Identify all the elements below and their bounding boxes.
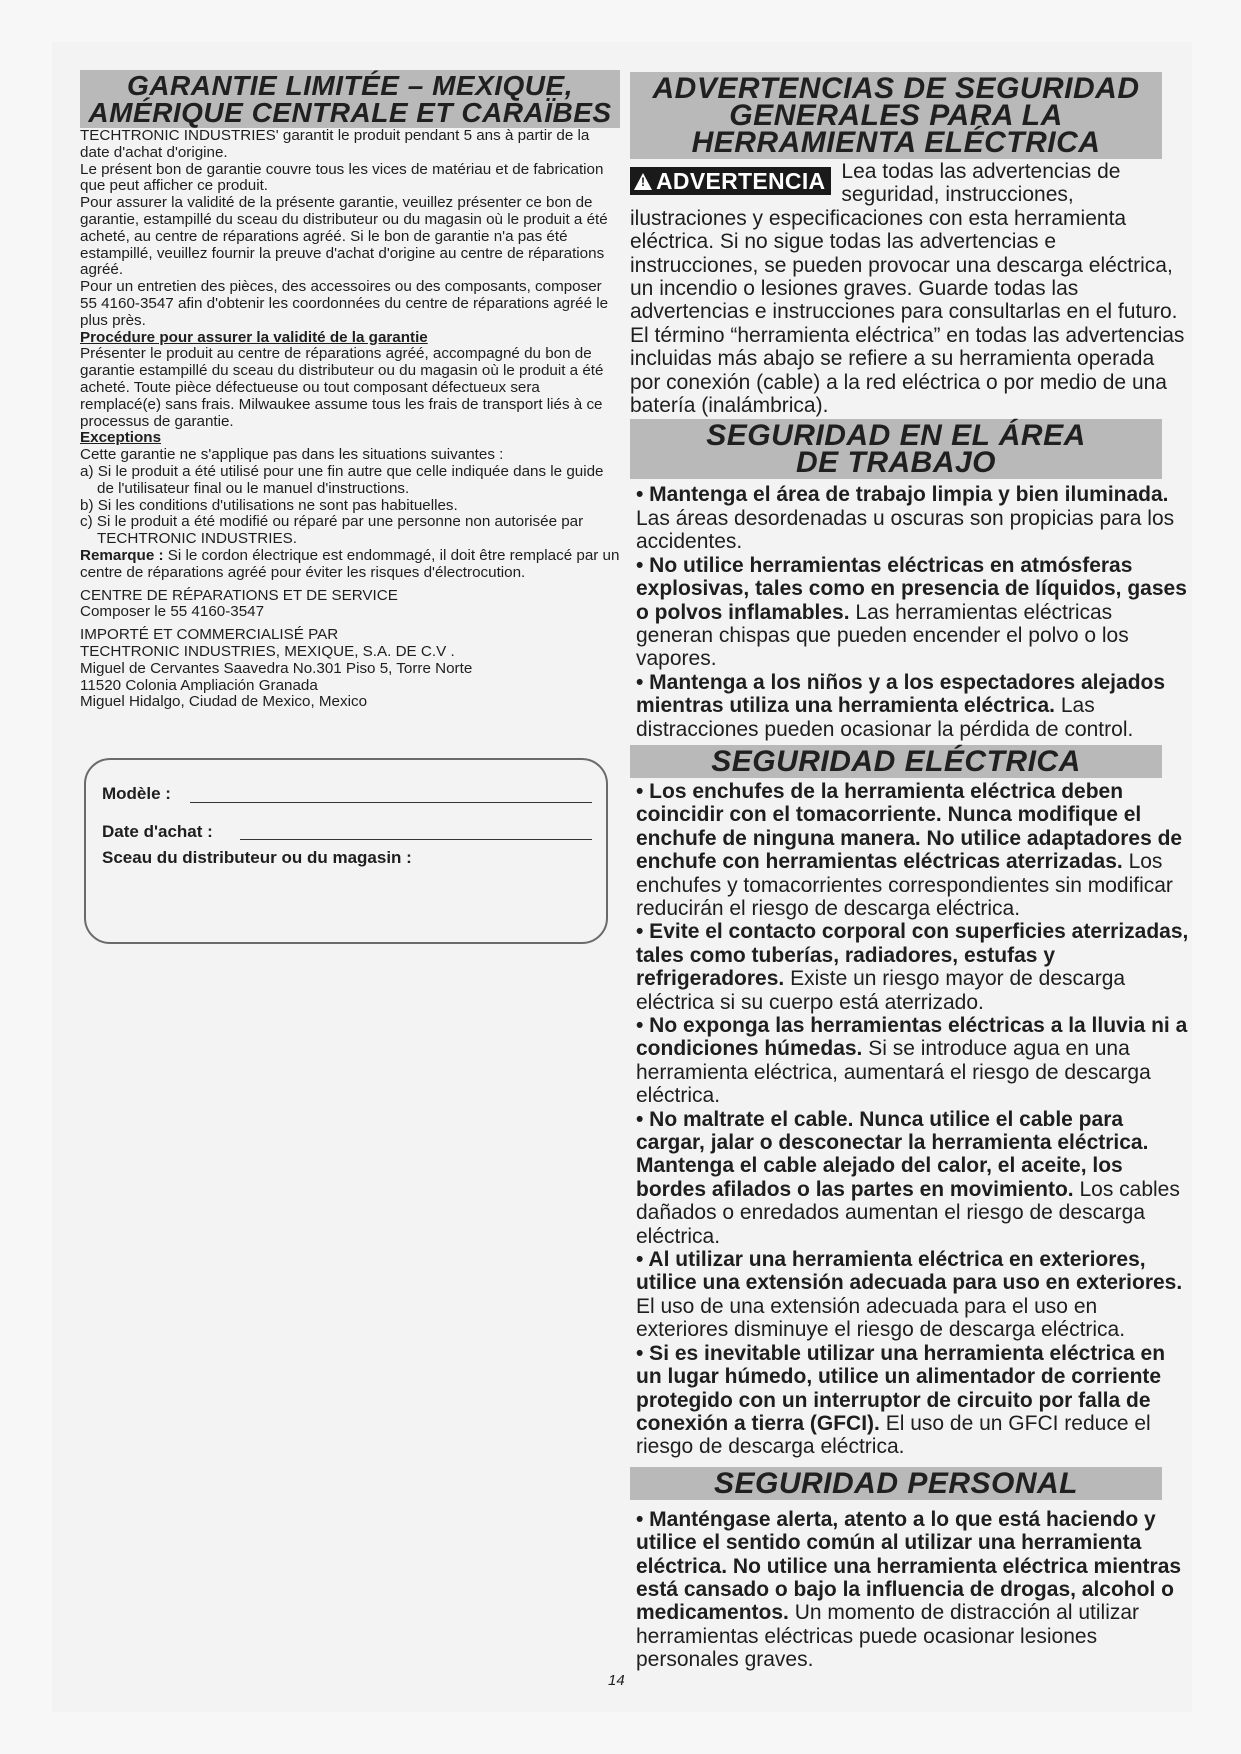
electrical-safety-title: SEGURIDAD ELÉCTRICA	[630, 745, 1162, 778]
electrical-item-text: Los enchufes y tomacorrientes correspondientes sin modificar reducirán el riesgo de descarga eléctrica.	[636, 850, 1173, 920]
warranty-title	[80, 70, 620, 128]
warning-text: Lea todas las advertencias de seguridad, instrucciones, ilustraciones y especificaciones con esta herramienta eléctrica. Si no sigue todas las advertencias e instrucciones, se pueden provocar una descarga eléctrica, un incendio o lesiones graves. Guarde todas las advertencias e instrucciones para consultarlas en el futuro. El término “herramienta eléctrica” en todas las advertencias incluidas más abajo se refiere a su herramienta operada por conexión (cable) a la red eléctrica o por medio de una batería (inalámbrica).	[630, 160, 1185, 418]
safety-title-line2: GENERALES PARA LA	[729, 99, 1063, 132]
page-number: 14	[608, 1672, 625, 1689]
importer-line1: IMPORTÉ ET COMMERCIALISÉ PAR	[80, 626, 339, 644]
safety-column	[630, 72, 1190, 1672]
electrical-item-bold: • Los enchufes de la herramienta eléctrica deben coincidir con el tomacorriente. Nunca modifique el enchufe de ninguna manera. No utilice adaptadores de enchufe con herramientas eléctricas aterrizadas.	[636, 779, 1183, 874]
work-area-item-text: Las herramientas eléctricas generan chispas que pueden encender el polvo o los vapores.	[636, 600, 1129, 671]
warning-block	[630, 159, 1190, 417]
work-area-item-text: Las áreas desordenadas u oscuras son propicias para los accidentes.	[636, 506, 1175, 554]
electrical-item-text: El uso de una extensión adecuada para el uso en exteriores disminuye el riesgo de descarga eléctrica.	[636, 1294, 1126, 1342]
exceptions-heading: Exceptions	[80, 429, 162, 447]
service-center-line2: Composer le 55 4160-3547	[80, 603, 265, 621]
electrical-item-bold: • No exponga las herramientas eléctricas a la lluvia ni a condiciones húmedas.	[636, 1014, 1188, 1061]
work-area-list	[630, 483, 1190, 740]
warranty-column	[80, 70, 620, 711]
electrical-item	[630, 1342, 1190, 1459]
purchase-date-label: Date d'achat :	[102, 822, 213, 841]
electrical-item	[630, 1248, 1190, 1342]
electrical-item-text: El uso de un GFCI reduce el riesgo de descarga eléctrica.	[636, 1411, 1151, 1459]
work-area-item-bold: • No utilice herramientas eléctricas en atmósferas explosivas, tales como en presencia de líquidos, gases o polvos inflamables.	[636, 553, 1187, 624]
procedure-heading: Procédure pour assurer la validité de la garantie	[80, 328, 428, 346]
work-area-item	[630, 483, 1190, 553]
warranty-form-box	[84, 758, 608, 944]
warranty-title-line2: AMÉRIQUE CENTRALE ET CARAÏBES	[88, 97, 612, 128]
remark-text: Si le cordon électrique est endommagé, il doit être remplacé par un centre de réparations agréé pour éviter les risques d'électrocution.	[80, 546, 620, 581]
electrical-item	[630, 1108, 1190, 1248]
personal-item-text: Un momento de distracción al utilizar herramientas eléctricas puede ocasionar lesiones personales graves.	[636, 1601, 1140, 1672]
electrical-item	[630, 1014, 1190, 1108]
warranty-validity-text: Pour assurer la validité de la présente garantie, veuillez présenter ce bon de garantie, estampillé du sceau du distributeur ou du magasin où le produit a été acheté, au centre de réparations agréé. Si le bon de garantie n'a pas été estampillé, veuillez fournir la preuve d'achat d'origine au centre de réparations agréé.	[80, 194, 608, 279]
electrical-item-bold: • Evite el contacto corporal con superficies aterrizadas, tales como tuberías, radiadores, estufas y refrigeradores.	[636, 920, 1189, 991]
work-area-item	[630, 554, 1190, 671]
electrical-item-text: Existe un riesgo mayor de descarga eléctrica si su cuerpo está aterrizado.	[636, 967, 1126, 1014]
warning-badge-label: ADVERTENCIA	[656, 168, 826, 194]
importer-line3: Miguel de Cervantes Saavedra No.301 Piso 5, Torre Norte	[80, 659, 473, 677]
importer-line5: Miguel Hidalgo, Ciudad de Mexico, Mexico	[80, 693, 368, 711]
remark-label: Remarque :	[80, 546, 164, 564]
work-area-item-bold: • Mantenga a los niños y a los espectadores alejados mientras utiliza una herramienta eléctrica.	[636, 670, 1166, 718]
personal-safety-title: SEGURIDAD PERSONAL	[630, 1467, 1162, 1500]
warning-triangle-icon: !	[634, 173, 652, 190]
model-input-line[interactable]	[190, 802, 592, 803]
work-area-item-text: Las distracciones pueden ocasionar la pérdida de control.	[636, 694, 1134, 741]
personal-list	[630, 1508, 1190, 1672]
service-center-line1: CENTRE DE RÉPARATIONS ET DE SERVICE	[80, 586, 398, 604]
electrical-item-bold: • Si es inevitable utilizar una herramienta eléctrica en un lugar húmedo, utilice un alimentador de corriente protegido con un interruptor de circuito por falla de conexión a tierra (GFCI).	[636, 1341, 1166, 1435]
warranty-coverage-text: Le présent bon de garantie couvre tous les vices de matériau et de fabrication que peut afficher ce produit.	[80, 160, 604, 195]
personal-item-bold: • Manténgase alerta, atento a lo que está haciendo y utilice el sentido común al utilizar una herramienta eléctrica. No utilice una herramienta eléctrica mientras está cansado o bajo la influencia de drogas, alcohol o medicamentos.	[636, 1507, 1182, 1625]
purchase-date-input-line[interactable]	[240, 839, 592, 840]
work-area-item	[630, 671, 1190, 741]
exception-a: a) Si le produit a été utilisé pour une fin autre que celle indiquée dans le guide de l'utilisateur final ou le manuel d'instructions.	[80, 462, 604, 497]
procedure-text: Présenter le produit au centre de réparations agréé, accompagné du bon de garantie estampillé du sceau du distributeur ou du magasin où le produit a été acheté. Toute pièce défectueuse ou tout composant défectueux sera remplacé(e) sans frais. Milwaukee assume tous les frais de transport liés à ce processus de garantie.	[80, 345, 604, 430]
remark-paragraph	[80, 548, 620, 582]
seal-label: Sceau du distributeur ou du magasin :	[102, 848, 412, 867]
personal-item	[630, 1508, 1190, 1672]
exception-b: b) Si les conditions d'utilisations ne sont pas habituelles.	[80, 496, 458, 514]
electrical-item-bold: • Al utilizar una herramienta eléctrica en exteriores, utilice una extensión adecuada para uso en exteriores.	[636, 1248, 1183, 1295]
warranty-period-text: TECHTRONIC INDUSTRIES' garantit le produit pendant 5 ans à partir de la date d'achat d'origine.	[80, 127, 590, 161]
exceptions-intro: Cette garantie ne s'applique pas dans les situations suivantes :	[80, 446, 504, 464]
electrical-item-text: Si se introduce agua en una herramienta eléctrica, aumentará el riesgo de descarga eléctrica.	[636, 1037, 1151, 1108]
warning-badge	[630, 167, 831, 195]
work-area-title-line1: SEGURIDAD EN EL ÁREA	[706, 419, 1086, 453]
electrical-item	[630, 920, 1190, 1014]
work-area-title	[630, 419, 1162, 479]
electrical-item	[630, 780, 1190, 920]
electrical-item-bold: • No maltrate el cable. Nunca utilice el cable para cargar, jalar o desconectar la herramienta eléctrica. Mantenga el cable alejado del calor, el aceite, los bordes afilados o las partes en movimiento.	[636, 1107, 1149, 1201]
work-area-title-line2: DE TRABAJO	[795, 446, 996, 480]
safety-title-line3: HERRAMIENTA ELÉCTRICA	[691, 126, 1101, 159]
work-area-item-bold: • Mantenga el área de trabajo limpia y bien iluminada.	[636, 483, 1169, 507]
parts-service-text: Pour un entretien des pièces, des accessoires ou des composants, composer 55 4160-3547 afin d'obtenir les coordonnées du centre de réparations agréé le plus près.	[80, 278, 609, 329]
importer-line2: TECHTRONIC INDUSTRIES, MEXIQUE, S.A. DE C.V .	[80, 642, 455, 660]
importer-line4: 11520 Colonia Ampliación Granada	[80, 676, 318, 694]
exception-c: c) Si le produit a été modifié ou réparé par une personne non autorisée par TECHTRONIC INDUSTRIES.	[80, 513, 584, 548]
electrical-list	[630, 780, 1190, 1459]
safety-title	[630, 72, 1162, 159]
model-label: Modèle :	[102, 784, 171, 803]
safety-title-line1: ADVERTENCIAS DE SEGURIDAD	[652, 72, 1140, 105]
warranty-title-line1: GARANTIE LIMITÉE – MEXIQUE,	[127, 70, 573, 101]
electrical-item-text: Los cables dañados o enredados aumentan el riesgo de descarga eléctrica.	[636, 1177, 1180, 1248]
